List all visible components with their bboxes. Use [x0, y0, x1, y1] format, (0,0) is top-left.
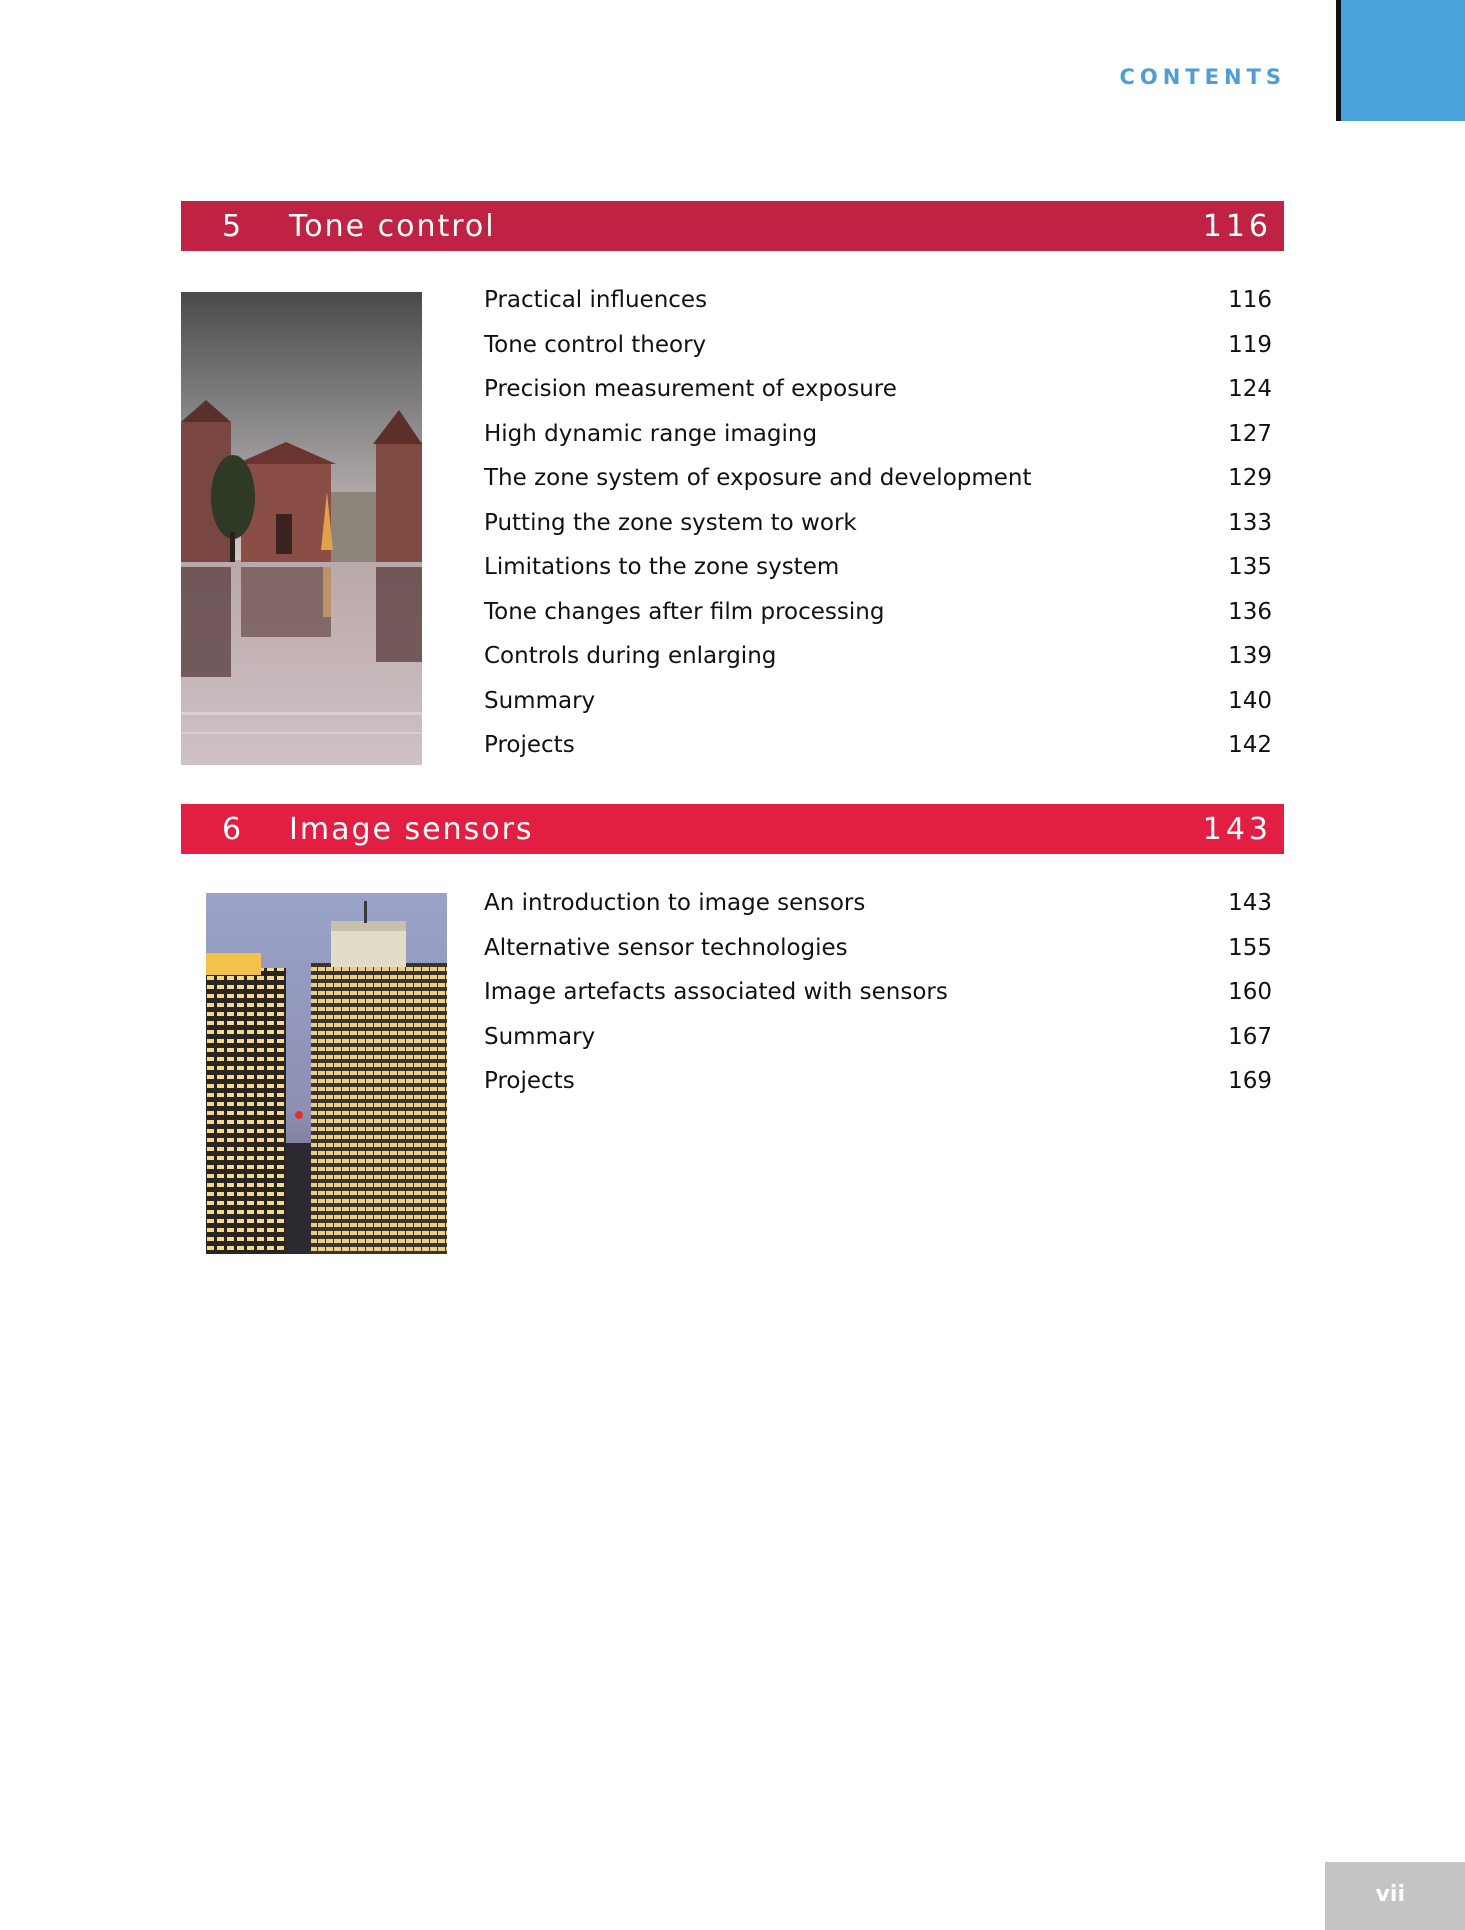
entry-page: 143: [1228, 890, 1272, 916]
toc-entry[interactable]: [484, 642, 1272, 687]
entry-label: An introduction to image sensors: [484, 890, 866, 916]
entry-page: 127: [1228, 420, 1272, 447]
page-folio: vii: [1375, 1882, 1405, 1907]
entry-page: 160: [1228, 979, 1272, 1005]
toc-entry[interactable]: [484, 731, 1272, 776]
folio-box: [1325, 1862, 1465, 1930]
toc-entry[interactable]: [484, 889, 1272, 934]
entry-page: 139: [1228, 643, 1272, 669]
entry-page: 116: [1228, 287, 1272, 313]
chapter-title: Image sensors: [289, 812, 534, 847]
city-photo: [206, 893, 447, 1254]
entry-page: 142: [1228, 732, 1272, 758]
entry-label: Projects: [484, 732, 575, 758]
chapter-title: Tone control: [289, 209, 496, 244]
entry-label: Putting the zone system to work: [484, 509, 857, 536]
corner-color-block: [1341, 0, 1465, 121]
running-head: CONTENTS: [1119, 65, 1286, 89]
entry-page: 155: [1228, 934, 1272, 961]
toc-entry[interactable]: [484, 509, 1272, 554]
toc-entry[interactable]: [484, 286, 1272, 331]
entry-page: 119: [1228, 331, 1272, 358]
toc-entry[interactable]: [484, 1023, 1272, 1068]
entry-page: 135: [1228, 554, 1272, 580]
entry-page: 167: [1228, 1023, 1272, 1050]
chapter-6-entries: [484, 889, 1272, 1112]
entry-page: 140: [1228, 687, 1272, 714]
toc-entry[interactable]: [484, 464, 1272, 509]
toc-entry[interactable]: [484, 553, 1272, 598]
entry-page: 136: [1228, 598, 1272, 625]
entry-page: 129: [1228, 465, 1272, 491]
toc-entry[interactable]: [484, 420, 1272, 465]
entry-label: Projects: [484, 1068, 575, 1094]
entry-label: Practical influences: [484, 287, 708, 313]
entry-label: Summary: [484, 687, 596, 714]
entry-label: Alternative sensor technologies: [484, 934, 848, 961]
chapter-page: 116: [1202, 209, 1272, 244]
entry-label: Precision measurement of exposure: [484, 376, 897, 402]
entry-label: Controls during enlarging: [484, 643, 777, 669]
entry-label: Limitations to the zone system: [484, 554, 840, 580]
entry-label: Image artefacts associated with sensors: [484, 979, 948, 1005]
chapter-number: 6: [222, 812, 244, 847]
chapter-5-entries: [484, 286, 1272, 776]
toc-entry[interactable]: [484, 978, 1272, 1023]
toc-entry[interactable]: [484, 934, 1272, 979]
entry-page: 133: [1228, 509, 1272, 536]
entry-page: 169: [1228, 1068, 1272, 1094]
entry-label: Summary: [484, 1023, 596, 1050]
toc-entry[interactable]: [484, 687, 1272, 732]
toc-entry[interactable]: [484, 375, 1272, 420]
chapter-6-heading[interactable]: [181, 804, 1284, 854]
toc-entry[interactable]: [484, 1067, 1272, 1112]
chapter-page: 143: [1202, 812, 1272, 847]
entry-label: The zone system of exposure and development: [484, 465, 1032, 491]
entry-page: 124: [1228, 376, 1272, 402]
castle-photo: [181, 292, 422, 765]
entry-label: High dynamic range imaging: [484, 420, 818, 447]
toc-entry[interactable]: [484, 598, 1272, 643]
chapter-number: 5: [222, 209, 244, 244]
toc-entry[interactable]: [484, 331, 1272, 376]
chapter-5-heading[interactable]: [181, 201, 1284, 251]
entry-label: Tone control theory: [484, 331, 707, 358]
entry-label: Tone changes after film processing: [484, 598, 885, 625]
